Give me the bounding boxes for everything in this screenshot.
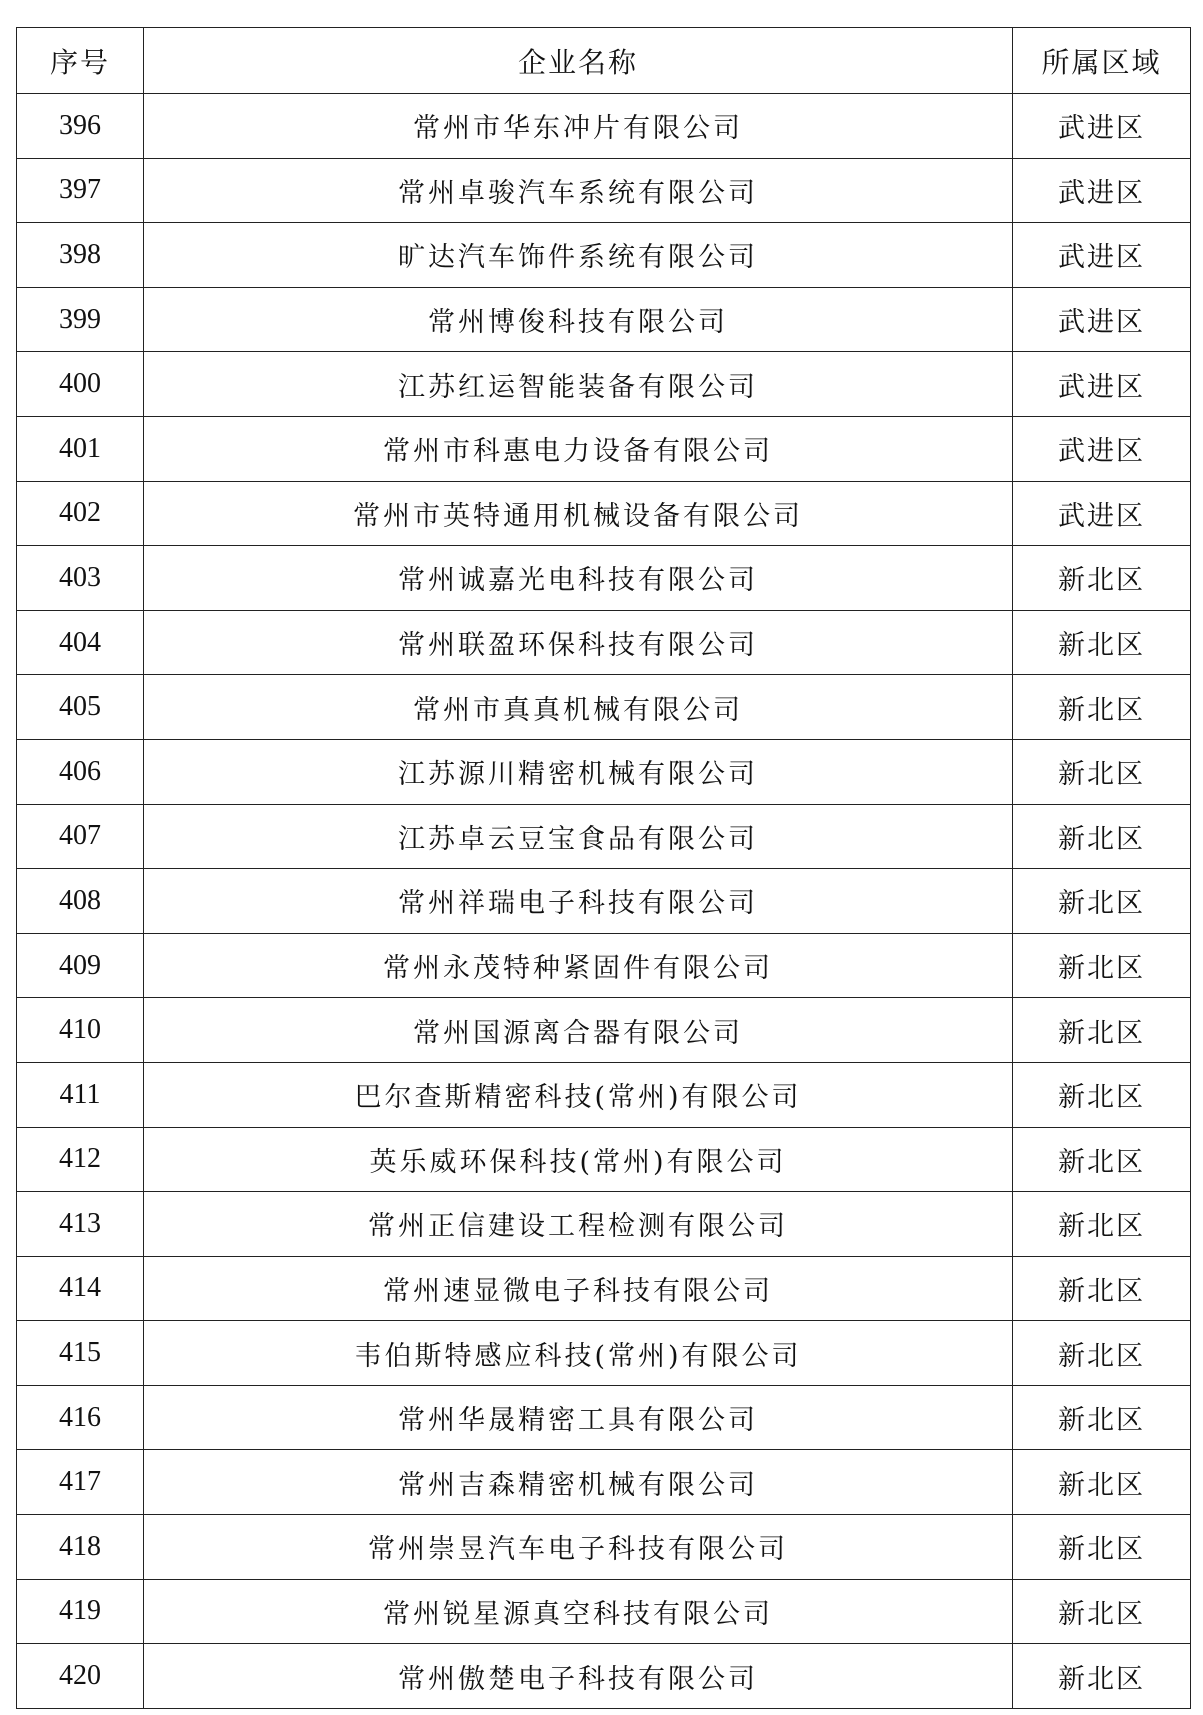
row-company-name: 常州市英特通用机械设备有限公司 bbox=[144, 481, 1013, 546]
row-company-name: 常州祥瑞电子科技有限公司 bbox=[144, 869, 1013, 934]
row-serial-number: 416 bbox=[17, 1385, 144, 1450]
row-company-name: 巴尔查斯精密科技(常州)有限公司 bbox=[144, 1062, 1013, 1127]
header-district: 所属区域 bbox=[1013, 28, 1191, 94]
row-serial-number: 401 bbox=[17, 416, 144, 481]
row-district: 武进区 bbox=[1013, 416, 1191, 481]
row-serial-number: 403 bbox=[17, 546, 144, 611]
row-company-name: 常州永茂特种紧固件有限公司 bbox=[144, 933, 1013, 998]
table-row bbox=[17, 94, 1191, 159]
table-row bbox=[17, 352, 1191, 417]
row-company-name: 江苏源川精密机械有限公司 bbox=[144, 739, 1013, 804]
table-row bbox=[17, 610, 1191, 675]
table-row bbox=[17, 933, 1191, 998]
table-row bbox=[17, 1450, 1191, 1515]
row-company-name: 江苏卓云豆宝食品有限公司 bbox=[144, 804, 1013, 869]
table-row bbox=[17, 1256, 1191, 1321]
table-row bbox=[17, 416, 1191, 481]
row-serial-number: 397 bbox=[17, 158, 144, 223]
table-row bbox=[17, 1062, 1191, 1127]
row-serial-number: 407 bbox=[17, 804, 144, 869]
row-serial-number: 396 bbox=[17, 94, 144, 159]
row-serial-number: 402 bbox=[17, 481, 144, 546]
row-district: 新北区 bbox=[1013, 1385, 1191, 1450]
row-district: 新北区 bbox=[1013, 610, 1191, 675]
row-company-name: 常州速显微电子科技有限公司 bbox=[144, 1256, 1013, 1321]
table-row bbox=[17, 1515, 1191, 1580]
table-body bbox=[17, 94, 1191, 1709]
table-row bbox=[17, 675, 1191, 740]
row-district: 武进区 bbox=[1013, 94, 1191, 159]
header-company-name: 企业名称 bbox=[144, 28, 1013, 94]
row-company-name: 常州正信建设工程检测有限公司 bbox=[144, 1192, 1013, 1257]
row-company-name: 英乐威环保科技(常州)有限公司 bbox=[144, 1127, 1013, 1192]
row-district: 新北区 bbox=[1013, 1450, 1191, 1515]
row-serial-number: 412 bbox=[17, 1127, 144, 1192]
row-district: 新北区 bbox=[1013, 1256, 1191, 1321]
row-company-name: 常州市科惠电力设备有限公司 bbox=[144, 416, 1013, 481]
table-row bbox=[17, 1579, 1191, 1644]
header-serial-number: 序号 bbox=[17, 28, 144, 94]
row-company-name: 常州市真真机械有限公司 bbox=[144, 675, 1013, 740]
table-row bbox=[17, 287, 1191, 352]
row-company-name: 常州傲楚电子科技有限公司 bbox=[144, 1644, 1013, 1709]
row-company-name: 常州崇昱汽车电子科技有限公司 bbox=[144, 1515, 1013, 1580]
table-row bbox=[17, 481, 1191, 546]
enterprise-table bbox=[16, 27, 1191, 1709]
row-serial-number: 399 bbox=[17, 287, 144, 352]
row-district: 新北区 bbox=[1013, 933, 1191, 998]
table-row bbox=[17, 1127, 1191, 1192]
row-serial-number: 408 bbox=[17, 869, 144, 934]
row-district: 武进区 bbox=[1013, 223, 1191, 288]
row-serial-number: 411 bbox=[17, 1062, 144, 1127]
table-header bbox=[17, 28, 1191, 94]
row-serial-number: 420 bbox=[17, 1644, 144, 1709]
row-company-name: 常州诚嘉光电科技有限公司 bbox=[144, 546, 1013, 611]
table-row bbox=[17, 223, 1191, 288]
row-district: 新北区 bbox=[1013, 1062, 1191, 1127]
row-district: 武进区 bbox=[1013, 352, 1191, 417]
row-district: 新北区 bbox=[1013, 998, 1191, 1063]
table-row bbox=[17, 739, 1191, 804]
row-company-name: 常州博俊科技有限公司 bbox=[144, 287, 1013, 352]
row-district: 新北区 bbox=[1013, 1644, 1191, 1709]
header-row bbox=[17, 28, 1191, 94]
table-row bbox=[17, 158, 1191, 223]
row-serial-number: 400 bbox=[17, 352, 144, 417]
table-row bbox=[17, 1321, 1191, 1386]
table-row bbox=[17, 1385, 1191, 1450]
row-district: 武进区 bbox=[1013, 158, 1191, 223]
row-serial-number: 415 bbox=[17, 1321, 144, 1386]
row-serial-number: 418 bbox=[17, 1515, 144, 1580]
row-serial-number: 417 bbox=[17, 1450, 144, 1515]
row-company-name: 旷达汽车饰件系统有限公司 bbox=[144, 223, 1013, 288]
row-district: 武进区 bbox=[1013, 481, 1191, 546]
row-district: 新北区 bbox=[1013, 1515, 1191, 1580]
row-serial-number: 409 bbox=[17, 933, 144, 998]
table-row bbox=[17, 804, 1191, 869]
row-company-name: 常州国源离合器有限公司 bbox=[144, 998, 1013, 1063]
row-district: 新北区 bbox=[1013, 804, 1191, 869]
row-serial-number: 404 bbox=[17, 610, 144, 675]
row-district: 武进区 bbox=[1013, 287, 1191, 352]
row-serial-number: 398 bbox=[17, 223, 144, 288]
row-district: 新北区 bbox=[1013, 1579, 1191, 1644]
row-serial-number: 410 bbox=[17, 998, 144, 1063]
row-district: 新北区 bbox=[1013, 1127, 1191, 1192]
table-row bbox=[17, 546, 1191, 611]
row-company-name: 常州吉森精密机械有限公司 bbox=[144, 1450, 1013, 1515]
row-serial-number: 405 bbox=[17, 675, 144, 740]
row-district: 新北区 bbox=[1013, 739, 1191, 804]
row-company-name: 常州华晟精密工具有限公司 bbox=[144, 1385, 1013, 1450]
table-row bbox=[17, 1644, 1191, 1709]
row-serial-number: 414 bbox=[17, 1256, 144, 1321]
table-row bbox=[17, 1192, 1191, 1257]
row-company-name: 常州卓骏汽车系统有限公司 bbox=[144, 158, 1013, 223]
row-district: 新北区 bbox=[1013, 1192, 1191, 1257]
row-company-name: 韦伯斯特感应科技(常州)有限公司 bbox=[144, 1321, 1013, 1386]
row-company-name: 江苏红运智能装备有限公司 bbox=[144, 352, 1013, 417]
row-district: 新北区 bbox=[1013, 1321, 1191, 1386]
row-district: 新北区 bbox=[1013, 869, 1191, 934]
row-company-name: 常州市华东冲片有限公司 bbox=[144, 94, 1013, 159]
row-serial-number: 406 bbox=[17, 739, 144, 804]
row-company-name: 常州锐星源真空科技有限公司 bbox=[144, 1579, 1013, 1644]
row-company-name: 常州联盈环保科技有限公司 bbox=[144, 610, 1013, 675]
row-serial-number: 413 bbox=[17, 1192, 144, 1257]
row-district: 新北区 bbox=[1013, 675, 1191, 740]
row-district: 新北区 bbox=[1013, 546, 1191, 611]
table-row bbox=[17, 998, 1191, 1063]
row-serial-number: 419 bbox=[17, 1579, 144, 1644]
table-row bbox=[17, 869, 1191, 934]
